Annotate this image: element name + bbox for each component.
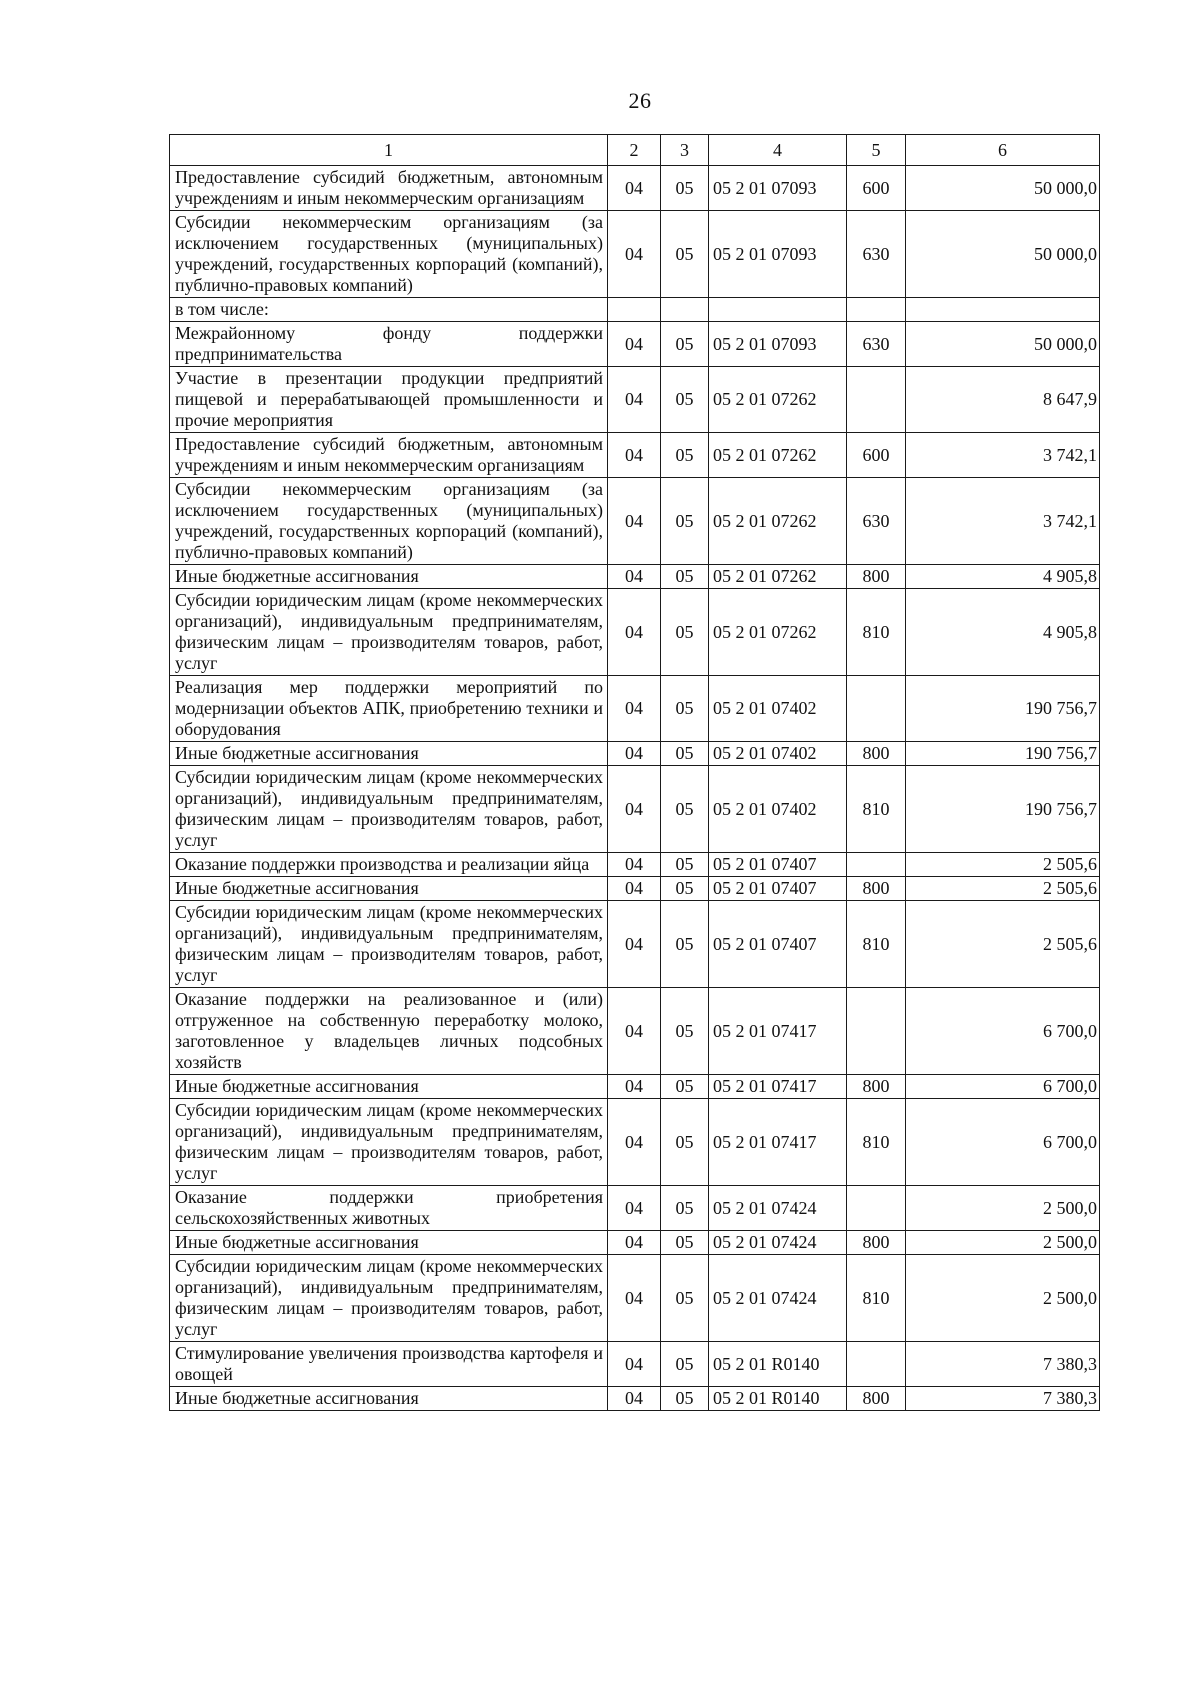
table-row xyxy=(170,433,1100,478)
subsection-code: 05 xyxy=(661,1231,709,1255)
section-code: 04 xyxy=(608,211,661,298)
expense-type-code: 810 xyxy=(847,901,906,988)
header-cell: 1 xyxy=(170,135,608,166)
target-article-code: 05 2 01 07262 xyxy=(709,367,847,433)
item-name: Иные бюджетные ассигнования xyxy=(170,742,608,766)
target-article-code: 05 2 01 07417 xyxy=(709,988,847,1075)
amount: 3 742,1 xyxy=(906,478,1100,565)
header-cell: 2 xyxy=(608,135,661,166)
table-row xyxy=(170,1231,1100,1255)
amount: 2 505,6 xyxy=(906,901,1100,988)
expense-type-code: 800 xyxy=(847,877,906,901)
item-name: Иные бюджетные ассигнования xyxy=(170,565,608,589)
target-article-code: 05 2 01 07407 xyxy=(709,877,847,901)
item-name: Иные бюджетные ассигнования xyxy=(170,1075,608,1099)
section-code: 04 xyxy=(608,1186,661,1231)
section-code: 04 xyxy=(608,988,661,1075)
amount: 6 700,0 xyxy=(906,1099,1100,1186)
section-code: 04 xyxy=(608,676,661,742)
amount: 4 905,8 xyxy=(906,565,1100,589)
item-name: Оказание поддержки приобретения сельскохозяйственных животных xyxy=(170,1186,608,1231)
expense-type-code: 810 xyxy=(847,766,906,853)
amount: 6 700,0 xyxy=(906,1075,1100,1099)
target-article-code: 05 2 01 07402 xyxy=(709,676,847,742)
table-row xyxy=(170,367,1100,433)
section-code: 04 xyxy=(608,367,661,433)
table-row xyxy=(170,478,1100,565)
subsection-code: 05 xyxy=(661,433,709,478)
table-row xyxy=(170,298,1100,322)
expense-type-code: 810 xyxy=(847,1099,906,1186)
target-article-code: 05 2 01 07402 xyxy=(709,742,847,766)
section-code: 04 xyxy=(608,433,661,478)
amount: 50 000,0 xyxy=(906,166,1100,211)
item-name: Субсидии юридическим лицам (кроме некоммерческих организаций), индивидуальным предпринимателям, физическим лицам – производителям товаров, работ, услуг xyxy=(170,1255,608,1342)
section-code: 04 xyxy=(608,1342,661,1387)
target-article-code xyxy=(709,298,847,322)
item-name: Стимулирование увеличения производства картофеля и овощей xyxy=(170,1342,608,1387)
section-code: 04 xyxy=(608,1099,661,1186)
table-body xyxy=(170,166,1100,1411)
expense-type-code: 800 xyxy=(847,1231,906,1255)
item-name: Предоставление субсидий бюджетным, автономным учреждениям и иным некоммерческим организациям xyxy=(170,433,608,478)
expense-type-code: 800 xyxy=(847,1387,906,1411)
table-row xyxy=(170,988,1100,1075)
amount: 8 647,9 xyxy=(906,367,1100,433)
expense-type-code xyxy=(847,298,906,322)
table-row xyxy=(170,166,1100,211)
subsection-code: 05 xyxy=(661,211,709,298)
table-row xyxy=(170,1099,1100,1186)
target-article-code: 05 2 01 07093 xyxy=(709,166,847,211)
expense-type-code xyxy=(847,676,906,742)
target-article-code: 05 2 01 07262 xyxy=(709,589,847,676)
section-code: 04 xyxy=(608,901,661,988)
amount: 50 000,0 xyxy=(906,322,1100,367)
subsection-code: 05 xyxy=(661,322,709,367)
table-row xyxy=(170,742,1100,766)
subsection-code: 05 xyxy=(661,853,709,877)
section-code: 04 xyxy=(608,766,661,853)
section-code: 04 xyxy=(608,166,661,211)
subsection-code: 05 xyxy=(661,478,709,565)
amount: 50 000,0 xyxy=(906,211,1100,298)
target-article-code: 05 2 01 07402 xyxy=(709,766,847,853)
expense-type-code: 630 xyxy=(847,478,906,565)
item-name: Субсидии некоммерческим организациям (за исключением государственных (муниципальных) учреждений, государственных корпораций (компаний), публично-правовых компаний) xyxy=(170,211,608,298)
subsection-code: 05 xyxy=(661,1075,709,1099)
item-name: Реализация мер поддержки мероприятий по модернизации объектов АПК, приобретению техники и оборудования xyxy=(170,676,608,742)
subsection-code: 05 xyxy=(661,877,709,901)
subsection-code: 05 xyxy=(661,1387,709,1411)
target-article-code: 05 2 01 07093 xyxy=(709,211,847,298)
subsection-code: 05 xyxy=(661,901,709,988)
amount: 2 505,6 xyxy=(906,877,1100,901)
amount: 7 380,3 xyxy=(906,1387,1100,1411)
table-row xyxy=(170,901,1100,988)
target-article-code: 05 2 01 07262 xyxy=(709,478,847,565)
table-row xyxy=(170,877,1100,901)
expense-type-code: 800 xyxy=(847,1075,906,1099)
item-name: Оказание поддержки на реализованное и (или) отгруженное на собственную переработку молоко, заготовленное у владельцев личных подсобных хозяйств xyxy=(170,988,608,1075)
item-name: Субсидии юридическим лицам (кроме некоммерческих организаций), индивидуальным предпринимателям, физическим лицам – производителям товаров, работ, услуг xyxy=(170,766,608,853)
item-name: Предоставление субсидий бюджетным, автономным учреждениям и иным некоммерческим организациям xyxy=(170,166,608,211)
expense-type-code: 600 xyxy=(847,433,906,478)
section-code: 04 xyxy=(608,877,661,901)
amount: 6 700,0 xyxy=(906,988,1100,1075)
section-code: 04 xyxy=(608,589,661,676)
table-row xyxy=(170,322,1100,367)
item-name: в том числе: xyxy=(170,298,608,322)
expense-type-code xyxy=(847,853,906,877)
item-name: Межрайонному фонду поддержки предпринимательства xyxy=(170,322,608,367)
expense-type-code: 800 xyxy=(847,742,906,766)
table-row xyxy=(170,766,1100,853)
target-article-code: 05 2 01 07417 xyxy=(709,1075,847,1099)
expense-type-code: 800 xyxy=(847,565,906,589)
section-code xyxy=(608,298,661,322)
subsection-code: 05 xyxy=(661,1099,709,1186)
section-code: 04 xyxy=(608,853,661,877)
section-code: 04 xyxy=(608,1075,661,1099)
header-cell: 4 xyxy=(709,135,847,166)
table-row xyxy=(170,676,1100,742)
table-row xyxy=(170,589,1100,676)
target-article-code: 05 2 01 R0140 xyxy=(709,1387,847,1411)
header-row xyxy=(170,135,1100,166)
table-row xyxy=(170,1075,1100,1099)
target-article-code: 05 2 01 07262 xyxy=(709,433,847,478)
expense-type-code xyxy=(847,1186,906,1231)
expense-type-code: 630 xyxy=(847,211,906,298)
item-name: Иные бюджетные ассигнования xyxy=(170,1231,608,1255)
subsection-code: 05 xyxy=(661,676,709,742)
item-name: Оказание поддержки производства и реализации яйца xyxy=(170,853,608,877)
target-article-code: 05 2 01 07424 xyxy=(709,1186,847,1231)
header-cell: 5 xyxy=(847,135,906,166)
subsection-code: 05 xyxy=(661,589,709,676)
budget-table xyxy=(169,134,1100,1411)
header-cell: 6 xyxy=(906,135,1100,166)
section-code: 04 xyxy=(608,1255,661,1342)
section-code: 04 xyxy=(608,1231,661,1255)
subsection-code: 05 xyxy=(661,742,709,766)
table-row xyxy=(170,853,1100,877)
item-name: Субсидии юридическим лицам (кроме некоммерческих организаций), индивидуальным предпринимателям, физическим лицам – производителям товаров, работ, услуг xyxy=(170,589,608,676)
section-code: 04 xyxy=(608,478,661,565)
subsection-code: 05 xyxy=(661,367,709,433)
subsection-code: 05 xyxy=(661,988,709,1075)
amount xyxy=(906,298,1100,322)
amount: 2 500,0 xyxy=(906,1255,1100,1342)
item-name: Субсидии некоммерческим организациям (за исключением государственных (муниципальных) учреждений, государственных корпораций (компаний), публично-правовых компаний) xyxy=(170,478,608,565)
section-code: 04 xyxy=(608,742,661,766)
amount: 4 905,8 xyxy=(906,589,1100,676)
amount: 190 756,7 xyxy=(906,766,1100,853)
target-article-code: 05 2 01 07407 xyxy=(709,853,847,877)
amount: 2 500,0 xyxy=(906,1186,1100,1231)
table-row xyxy=(170,211,1100,298)
expense-type-code xyxy=(847,367,906,433)
item-name: Субсидии юридическим лицам (кроме некоммерческих организаций), индивидуальным предпринимателям, физическим лицам – производителям товаров, работ, услуг xyxy=(170,901,608,988)
target-article-code: 05 2 01 R0140 xyxy=(709,1342,847,1387)
section-code: 04 xyxy=(608,1387,661,1411)
table-row xyxy=(170,1255,1100,1342)
target-article-code: 05 2 01 07093 xyxy=(709,322,847,367)
expense-type-code: 630 xyxy=(847,322,906,367)
table-row xyxy=(170,1387,1100,1411)
amount: 2 500,0 xyxy=(906,1231,1100,1255)
amount: 190 756,7 xyxy=(906,742,1100,766)
table-row xyxy=(170,1186,1100,1231)
target-article-code: 05 2 01 07424 xyxy=(709,1255,847,1342)
section-code: 04 xyxy=(608,322,661,367)
subsection-code: 05 xyxy=(661,1342,709,1387)
amount: 3 742,1 xyxy=(906,433,1100,478)
subsection-code: 05 xyxy=(661,565,709,589)
section-code: 04 xyxy=(608,565,661,589)
amount: 7 380,3 xyxy=(906,1342,1100,1387)
expense-type-code: 600 xyxy=(847,166,906,211)
target-article-code: 05 2 01 07417 xyxy=(709,1099,847,1186)
subsection-code: 05 xyxy=(661,766,709,853)
item-name: Иные бюджетные ассигнования xyxy=(170,1387,608,1411)
subsection-code: 05 xyxy=(661,1186,709,1231)
item-name: Субсидии юридическим лицам (кроме некоммерческих организаций), индивидуальным предпринимателям, физическим лицам – производителям товаров, работ, услуг xyxy=(170,1099,608,1186)
amount: 2 505,6 xyxy=(906,853,1100,877)
expense-type-code xyxy=(847,988,906,1075)
subsection-code: 05 xyxy=(661,166,709,211)
subsection-code: 05 xyxy=(661,1255,709,1342)
item-name: Иные бюджетные ассигнования xyxy=(170,877,608,901)
expense-type-code: 810 xyxy=(847,1255,906,1342)
target-article-code: 05 2 01 07424 xyxy=(709,1231,847,1255)
expense-type-code: 810 xyxy=(847,589,906,676)
item-name: Участие в презентации продукции предприятий пищевой и перерабатывающей промышленности и прочие мероприятия xyxy=(170,367,608,433)
subsection-code xyxy=(661,298,709,322)
target-article-code: 05 2 01 07407 xyxy=(709,901,847,988)
amount: 190 756,7 xyxy=(906,676,1100,742)
table-row xyxy=(170,565,1100,589)
expense-type-code xyxy=(847,1342,906,1387)
page-number: 26 xyxy=(628,88,652,113)
header-cell: 3 xyxy=(661,135,709,166)
table-row xyxy=(170,1342,1100,1387)
target-article-code: 05 2 01 07262 xyxy=(709,565,847,589)
